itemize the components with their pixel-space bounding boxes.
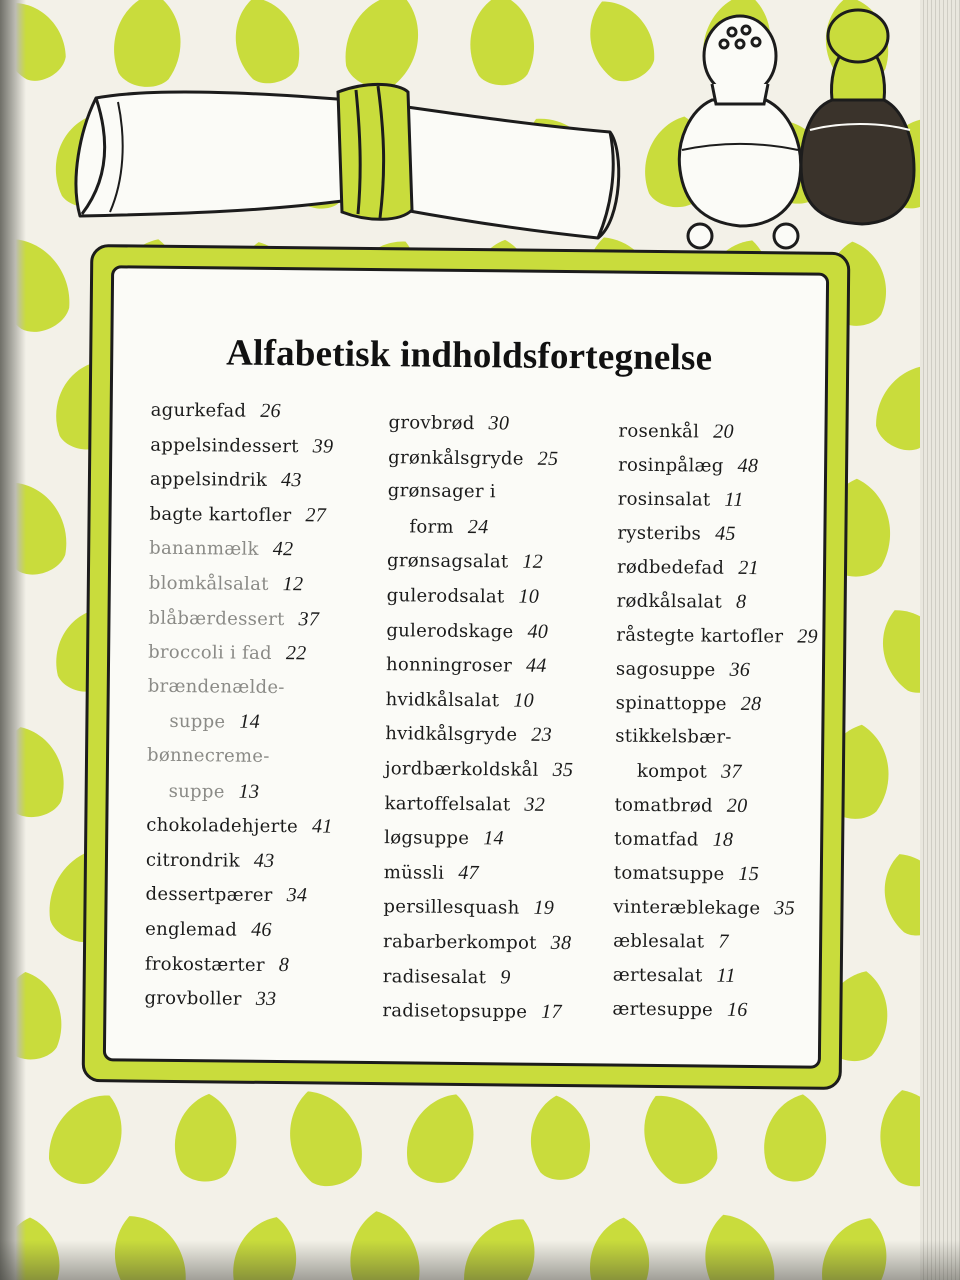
page-title: Alfabetisk indholdsfortegnelse <box>226 332 713 379</box>
entry-name: tomatbrød <box>614 794 713 817</box>
index-entry <box>149 502 326 527</box>
index-entry <box>383 965 511 989</box>
entry-name: honningroser <box>385 654 513 677</box>
entry-name: agurkefad <box>150 399 247 422</box>
index-frame <box>82 244 851 1090</box>
index-entry <box>145 883 307 908</box>
entry-page-number: 26 <box>260 399 282 423</box>
entry-page-number: 40 <box>527 620 549 643</box>
entry-page-number: 13 <box>238 780 260 803</box>
index-entry <box>384 792 545 817</box>
entry-page-number: 21 <box>738 556 760 580</box>
index-entry <box>147 745 270 767</box>
entry-page-number: 35 <box>552 758 574 782</box>
entry-page-number: 19 <box>533 897 555 920</box>
entry-page-number: 36 <box>729 658 751 681</box>
entry-name: broccoli i fad <box>148 641 273 665</box>
leaf-shape <box>276 1080 373 1195</box>
entry-page-number: 46 <box>251 918 272 941</box>
entry-page-number: 37 <box>721 760 742 783</box>
index-entry <box>384 861 479 885</box>
index-entry <box>150 433 333 458</box>
entry-name: citrondrik <box>145 849 240 872</box>
entry-page-number: 47 <box>458 861 480 884</box>
index-entry <box>616 658 750 682</box>
entry-name: blomkålsalat <box>148 572 269 595</box>
index-entry <box>612 998 747 1022</box>
entry-page-number: 44 <box>525 654 547 678</box>
index-entry <box>615 760 742 784</box>
index-panel <box>103 265 829 1068</box>
entry-name: kartoffelsalat <box>384 792 511 816</box>
entry-page-number: 39 <box>312 434 334 458</box>
leaf-shape <box>398 1085 487 1191</box>
entry-name: tomatsuppe <box>613 862 725 885</box>
entry-name: müssli <box>383 861 445 884</box>
entry-name: appelsindessert <box>150 434 299 457</box>
entry-name: jordbærkoldskål <box>384 758 539 781</box>
entry-page-number: 9 <box>500 965 511 989</box>
entry-page-number: 17 <box>541 1000 562 1024</box>
index-entry <box>613 930 729 954</box>
entry-name: vinteræblekage <box>613 896 761 920</box>
entry-name: rødkålsalat <box>616 590 723 613</box>
pepper-shaker-icon <box>801 10 914 224</box>
entry-page-number: 12 <box>522 550 544 574</box>
index-entry <box>618 488 744 512</box>
entry-name: grovbrød <box>388 412 475 435</box>
index-entry <box>144 987 276 1011</box>
index-entry <box>151 399 281 423</box>
entry-name: løgsuppe <box>384 827 470 850</box>
index-entry <box>617 522 736 546</box>
page-shadow <box>0 1240 960 1280</box>
index-entry <box>383 896 554 921</box>
index-entry <box>388 480 496 502</box>
index-entry <box>147 779 260 803</box>
index-entry <box>385 723 552 748</box>
entry-page-number: 48 <box>737 454 759 478</box>
index-entry <box>148 675 285 697</box>
entry-name: sagosuppe <box>615 658 716 681</box>
entry-page-number: 8 <box>278 953 290 976</box>
index-entry <box>613 964 736 988</box>
index-entry <box>147 710 260 734</box>
entry-page-number: 20 <box>726 794 748 817</box>
entry-page-number: 22 <box>285 642 307 665</box>
entry-name: rosenkål <box>618 420 700 443</box>
index-entry <box>384 826 504 850</box>
index-entry <box>616 624 818 649</box>
index-entry <box>145 952 289 977</box>
index-entry <box>617 556 759 580</box>
index-entry <box>618 454 758 478</box>
entry-name: bagte kartofler <box>149 503 292 526</box>
index-entry <box>614 828 733 852</box>
index-entry <box>150 468 302 493</box>
entry-name: frokostærter <box>144 953 265 976</box>
entry-page-number: 10 <box>513 689 535 712</box>
entry-page-number: 30 <box>488 412 510 435</box>
leaf-shape <box>172 1092 239 1184</box>
entry-name: bønnecreme- <box>146 744 270 767</box>
index-entry <box>383 930 571 955</box>
index-entry <box>382 999 562 1024</box>
index-entry <box>388 411 509 435</box>
entry-page-number: 35 <box>774 897 796 920</box>
entry-page-number: 18 <box>712 828 734 851</box>
entry-name: suppe <box>169 711 226 733</box>
entry-page-number: 38 <box>550 931 572 955</box>
entry-name: rabarberkompot <box>383 931 537 954</box>
leaf-shape <box>527 1093 593 1182</box>
napkin-ring-icon <box>338 84 412 219</box>
index-entry <box>385 757 574 782</box>
entry-page-number: 14 <box>483 827 504 850</box>
entry-name: spinattoppe <box>615 692 727 715</box>
index-entry <box>386 653 547 678</box>
entry-page-number: 32 <box>524 793 546 816</box>
entry-page-number: 41 <box>311 815 333 838</box>
entry-name: chokoladehjerte <box>146 814 299 838</box>
leaf-shape <box>37 1081 139 1195</box>
entry-page-number: 8 <box>735 590 747 613</box>
index-entry <box>148 606 319 631</box>
entry-name: kompot <box>636 760 708 783</box>
entry-page-number: 10 <box>518 585 540 608</box>
index-entry <box>386 619 548 644</box>
index-entry <box>613 896 795 921</box>
index-entry <box>614 794 747 818</box>
entry-page-number: 25 <box>537 447 559 470</box>
entry-name: rysteribs <box>617 522 702 545</box>
index-entry <box>617 590 747 614</box>
entry-name: form <box>409 516 454 538</box>
entry-page-number: 24 <box>467 515 489 539</box>
index-entry <box>616 692 762 717</box>
entry-page-number: 14 <box>239 711 261 734</box>
index-entry <box>387 584 540 609</box>
table-illustration <box>0 0 960 270</box>
index-entry <box>146 848 275 872</box>
entry-name: blåbærdessert <box>148 607 285 630</box>
entry-name: englemad <box>145 918 238 941</box>
entry-page-number: 23 <box>531 724 553 747</box>
index-entry <box>149 537 293 562</box>
leaf-shape <box>759 1090 833 1186</box>
entry-name: grønkålsgryde <box>388 446 524 470</box>
entry-name: grønsager i <box>387 480 497 503</box>
entry-name: dessertpærer <box>145 884 273 907</box>
entry-name: grovboller <box>144 987 242 1010</box>
entry-page-number: 43 <box>253 849 275 872</box>
index-entry <box>618 420 734 444</box>
entry-page-number: 12 <box>282 573 304 596</box>
index-entry <box>387 515 488 539</box>
entry-name: hvidkålsgryde <box>385 723 518 746</box>
entry-name: rosinsalat <box>617 488 711 511</box>
entry-page-number: 16 <box>726 998 748 1021</box>
entry-page-number: 7 <box>718 930 729 953</box>
entry-name: appelsindrik <box>149 468 268 492</box>
entry-page-number: 42 <box>272 538 294 561</box>
index-entry <box>146 814 333 839</box>
entry-name: gulerodsalat <box>386 585 505 608</box>
entry-name: radisetopsuppe <box>382 1000 528 1023</box>
entry-name: råstegte kartofler <box>616 624 784 648</box>
entry-name: rødbedefad <box>616 556 725 579</box>
index-entry <box>614 862 759 887</box>
entry-name: æblesalat <box>613 930 705 953</box>
index-entry <box>615 726 732 748</box>
entry-name: stikkelsbær- <box>615 725 732 748</box>
entry-name: bananmælk <box>149 538 259 561</box>
entry-page-number: 11 <box>716 964 736 987</box>
entry-page-number: 29 <box>797 625 819 648</box>
entry-page-number: 28 <box>740 692 762 716</box>
entry-name: brændenælde- <box>147 675 285 698</box>
entry-name: ærtesuppe <box>612 998 714 1021</box>
index-entry <box>386 688 535 713</box>
salt-shaker-icon <box>679 16 800 248</box>
index-entry <box>387 550 543 575</box>
entry-name: persillesquash <box>383 896 520 919</box>
entry-page-number: 43 <box>281 469 302 492</box>
entry-name: suppe <box>168 780 225 803</box>
entry-name: rosinpålæg <box>618 454 724 477</box>
entry-name: gulerodskage <box>386 619 514 643</box>
entry-page-number: 37 <box>298 607 320 631</box>
entry-page-number: 45 <box>715 522 736 545</box>
entry-page-number: 34 <box>286 884 308 907</box>
leaf-shape <box>627 1080 730 1194</box>
entry-name: radisesalat <box>382 965 487 988</box>
entry-name: hvidkålsalat <box>385 688 500 712</box>
index-entry <box>388 446 558 471</box>
entry-page-number: 11 <box>724 488 744 511</box>
entry-name: grønsagsalat <box>386 550 509 573</box>
index-entry <box>145 918 272 942</box>
index-entry <box>149 572 304 597</box>
entry-name: ærtesalat <box>612 964 703 987</box>
entry-page-number: 15 <box>738 862 760 886</box>
index-entry <box>148 641 307 666</box>
entry-page-number: 33 <box>255 988 277 1011</box>
entry-page-number: 20 <box>713 420 734 443</box>
entry-name: tomatfad <box>614 828 699 851</box>
entry-page-number: 27 <box>305 504 327 527</box>
